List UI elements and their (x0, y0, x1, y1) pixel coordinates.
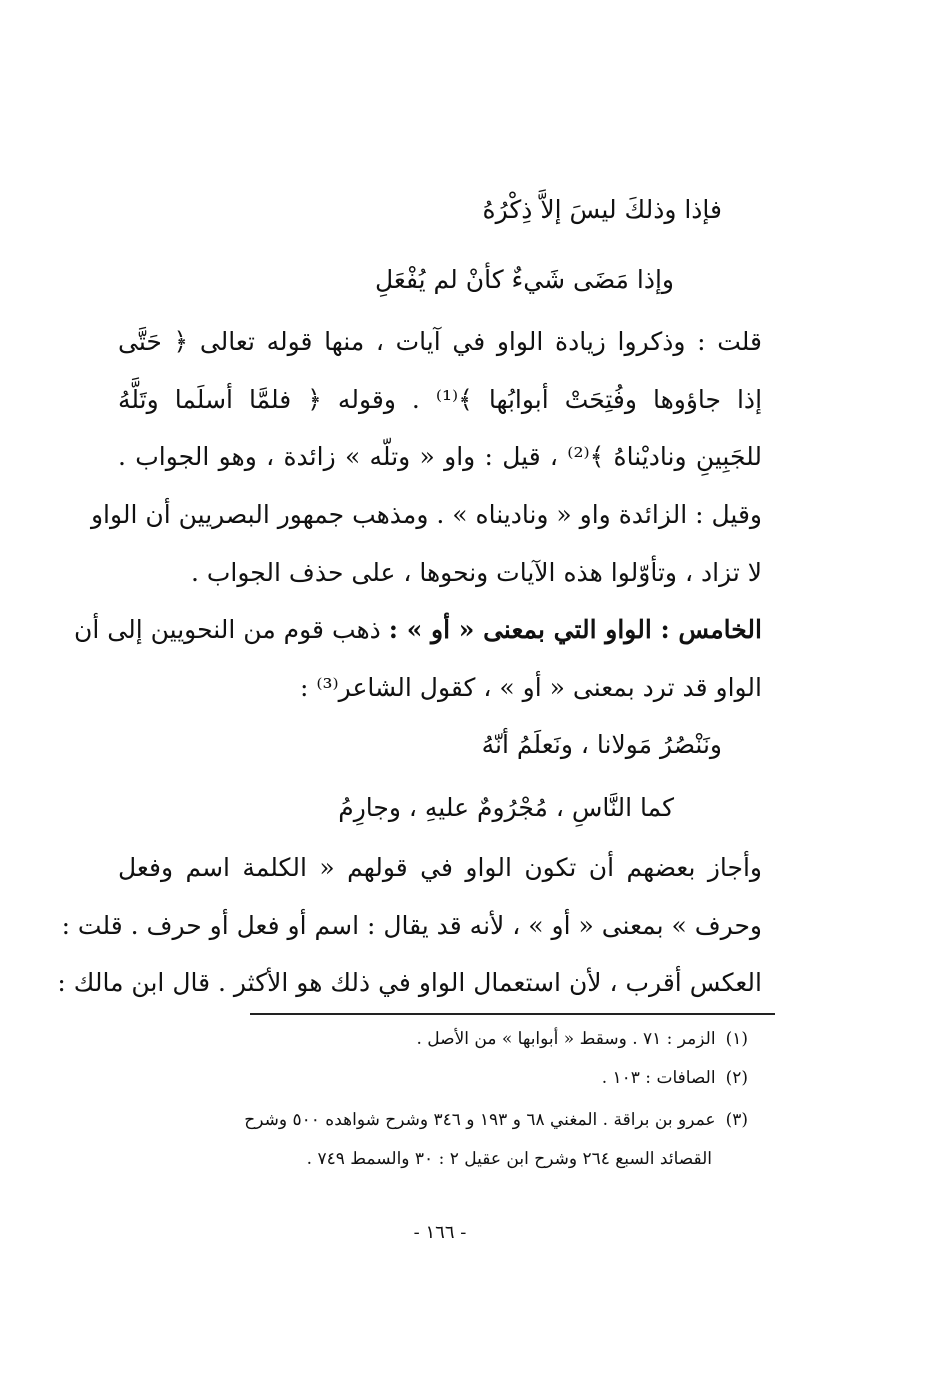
section-text: ذهب قوم من النحويين إلى أن (74, 615, 381, 644)
footnote-text: القصائد السبع ٢٦٤ وشرح ابن عقيل ٢ : ٣٠ والسمط ٧٤٩ . (306, 1149, 712, 1169)
footnote-number: (٢) (725, 1068, 748, 1088)
section-line (74, 610, 762, 650)
paragraph-line: للجَبِينِ وناديْناهُ ﴾⁽²⁾ ، قيل : واو « وتلّه » زائدة ، وهو الجواب . (118, 442, 762, 471)
footnote (307, 1145, 712, 1173)
footnote-text: الصافات : ١٠٣ . (601, 1068, 716, 1088)
footnote-number: (١) (725, 1029, 748, 1049)
footnote (244, 1106, 748, 1134)
footnote (416, 1025, 748, 1053)
page-number: - ١٦٦ - (413, 1222, 467, 1243)
verse-line: كما النَّاسِ ، مُجْرُومٌ عليهِ ، وجارِمُ (338, 793, 674, 822)
verse-line: ونَنْصُرُ مَولانا ، ونَعلَمُ أنّهُ (481, 730, 722, 759)
section-heading: الخامس : الواو التي بمعنى « أو » : (388, 615, 762, 644)
paragraph-line: قلت : وذكروا زيادة الواو في آيات ، منها قوله تعالى ﴿ حَتَّى (118, 327, 762, 356)
footnote (602, 1064, 748, 1092)
footnote-number: (٣) (725, 1110, 748, 1130)
paragraph-line: العكس أقرب ، لأن استعمال الواو في ذلك هو الأكثر . قال ابن مالك : (57, 968, 762, 997)
footnote-text: عمرو بن براقة . المغني ٦٨ و ١٩٣ و ٣٤٦ وشرح شواهده ٥٠٠ وشرح (244, 1110, 716, 1130)
paragraph-line: وحرف » بمعنى « أو » ، لأنه قد يقال : اسم أو فعل أو حرف . قلت : (61, 911, 762, 940)
verse-line: وإذا مَضَى شَيءٌ كأنْ لم يُفْعَلِ (374, 265, 674, 294)
paragraph-line: وأجاز بعضهم أن تكون الواو في قولهم « الكلمة اسم وفعل (118, 853, 762, 882)
footnote-text: الزمر : ٧١ . وسقط « أبوابها » من الأصل . (416, 1029, 716, 1049)
paragraph-line: وقيل : الزائدة واو « وناديناه » . ومذهب جمهور البصريين أن الواو (90, 500, 762, 529)
paragraph-line: إذا جاؤوها وفُتِحَتْ أبوابُها ﴾⁽¹⁾ . وقوله ﴿ فلمَّا أسلَما وتَلَّهُ (118, 385, 763, 414)
paragraph-line: الواو قد ترد بمعنى « أو » ، كقول الشاعر⁽³⁾ : (299, 673, 762, 702)
footnote-divider (250, 1013, 775, 1015)
paragraph-line: لا تزاد ، وتأوّلوا هذه الآيات ونحوها ، على حذف الجواب . (190, 558, 762, 587)
verse-line: فإذا وذلكَ ليسَ إلاَّ ذِكْرُهُ (482, 195, 722, 224)
